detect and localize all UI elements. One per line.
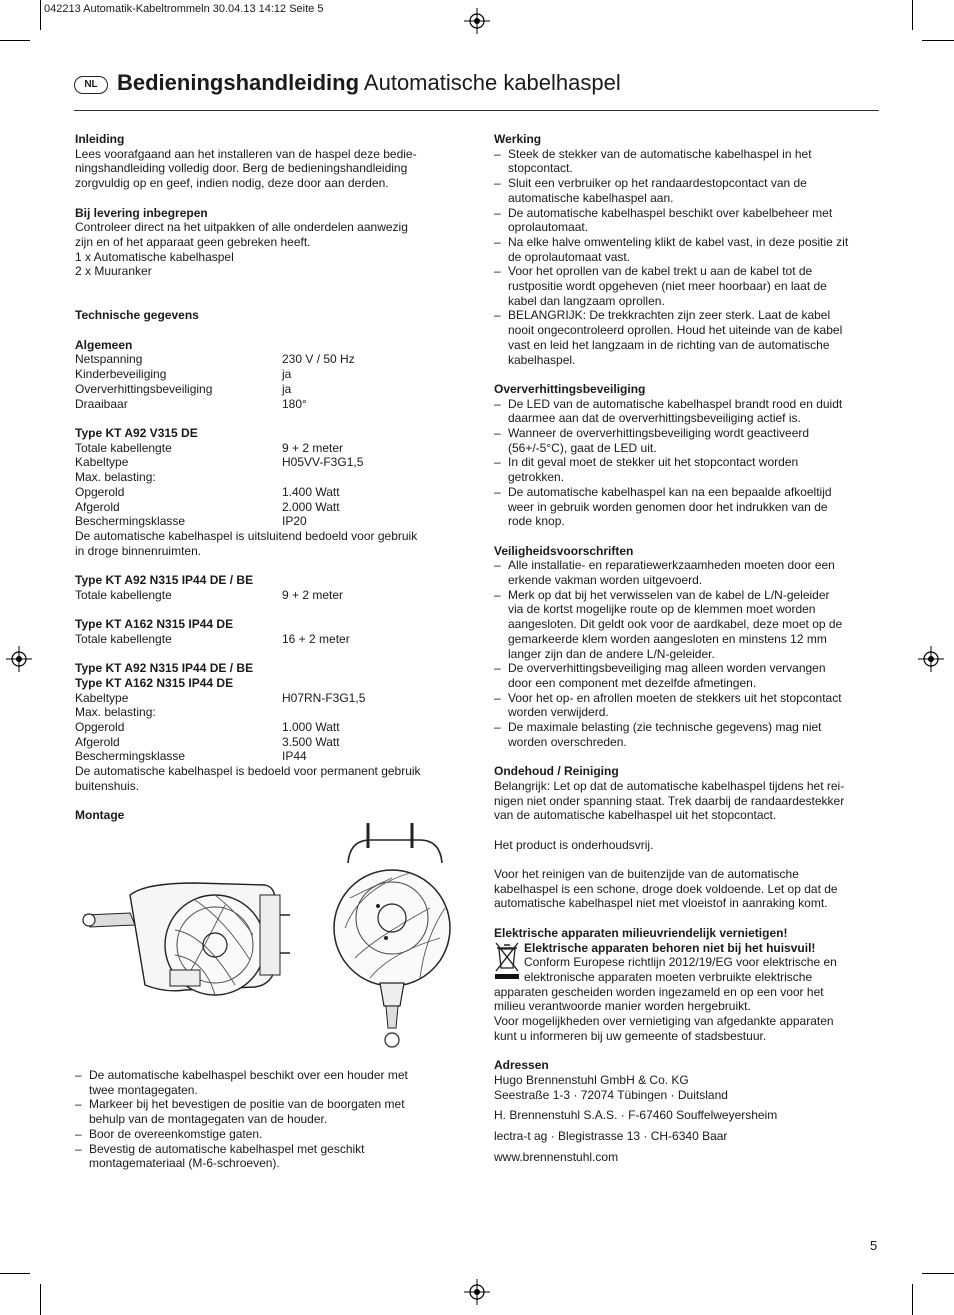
list-item: – De maximale belasting (zie technische gegevens) mag niet worden overschreden. (494, 720, 822, 749)
section-heading: Veiligheidsvoorschriften (494, 543, 634, 558)
text-line: H. Brennenstuhl S.A.S. · F-67460 Souffelweyersheim (494, 1108, 778, 1123)
crop-mark (0, 40, 30, 41)
list-item: – Bevestig de automatische kabelhaspel met geschikt montagemateriaal (M-6-schroeven). (75, 1141, 365, 1171)
list-item: – De LED van de automatische kabelhaspel brandt rood en duidt daarmee aan dat de oververhittingsbeveiliging actief is. (494, 396, 843, 426)
text-line: Lees voorafgaand aan het installeren van de haspel deze bedie- (75, 146, 417, 161)
list-item: – Merk op dat bij het verwisselen van de kabel de L/N-geleider via de kortst mogelijke route op de klemmen moet worden aangesloten. Dit geldt ook voor de aardkabel, deze moet op de gemarkeerde klem worden aangesloten en minstens 12 mm langer zijn dan de andere L/N-geleider. (494, 587, 843, 661)
text-line: lectra-t ag · Blegistrasse 13 · CH-6340 Baar (494, 1129, 728, 1143)
spec-row: Kabeltype H07RN-F3G1,5 (75, 690, 366, 705)
crop-mark (40, 1284, 41, 1315)
text-line: De automatische kabelhaspel is bedoeld voor permanent gebruik (75, 764, 421, 779)
text-line: elektronische apparaten moeten verbruikte elektrische (524, 969, 813, 984)
spec-row: Max. belasting: (75, 470, 156, 485)
spec-row: Max. belasting: (75, 705, 156, 720)
section-heading: Technische gegevens (75, 308, 199, 323)
list-item: – In dit geval moet de stekker uit het stopcontact worden getrokken. (494, 455, 799, 485)
subsection-heading: Type KT A92 V315 DE (75, 425, 198, 440)
language-badge: NL (74, 76, 108, 94)
section-heading: Inleiding (75, 132, 125, 146)
weee-block (494, 941, 882, 985)
list-item: – Markeer bij het bevestigen de positie van de boorgaten met behulp van de montagegaten van de houder. (75, 1097, 405, 1127)
text-line: automatische kabelhaspel niet met vloeistof in aanraking komt. (494, 896, 828, 911)
list-item: – De automatische kabelhaspel beschikt over kabelbeheer met oprolautomaat. (494, 205, 833, 235)
text-line: Hugo Brennenstuhl GmbH & Co. KG (494, 1072, 689, 1087)
spec-row: Netspanning 230 V / 50 Hz (75, 352, 355, 367)
text-line: Belangrijk: Let op dat de automatische kabelhaspel tijdens het rei- (494, 778, 845, 793)
website-link[interactable]: www.brennenstuhl.com (494, 1149, 619, 1164)
registration-mark-icon (6, 646, 32, 672)
crossed-bin-icon (494, 941, 520, 981)
cable-reel-front-illustration (330, 818, 460, 1058)
crop-mark (922, 40, 954, 41)
section-heading: Elektrische apparaten milieuvriendelijk vernietigen! (494, 925, 788, 940)
section-heading: Bij levering inbegrepen (75, 205, 208, 220)
left-column (75, 132, 460, 823)
spec-row: Beschermingsklasse IP44 (75, 749, 307, 764)
registration-mark-icon (464, 1279, 490, 1305)
spec-row: Kinderbeveiliging ja (75, 367, 292, 382)
registration-mark-icon (918, 646, 944, 672)
section-heading: Oververhittingsbeveiliging (494, 381, 646, 396)
crop-mark (0, 1273, 30, 1274)
crop-mark (912, 0, 913, 30)
crop-mark (912, 1284, 913, 1315)
text-line: ningshandleiding volledig door. Berg de bedieningshandleiding (75, 161, 408, 176)
text-line: apparaten gescheiden worden ingezameld en op een voor het (494, 984, 824, 999)
list-item: – De automatische kabelhaspel beschikt over een houder met twee montagegaten. (75, 1068, 408, 1097)
list-item: – Voor het oprollen van de kabel trekt u aan de kabel tot de rustpositie wordt opgeheven (niet meer hoorbaar) en laat de kabel dan langzaam oprollen. (494, 264, 827, 308)
title-bold: Bedieningshandleiding (117, 70, 360, 95)
list-item: – Alle installatie- en reparatiewerkzaamheden moeten door een erkende vakman worden uitgevoerd. (494, 558, 835, 588)
list-item: – Sluit een verbruiker op het randaardestopcontact van de automatische kabelhaspel aan. (494, 176, 807, 205)
section-heading: Montage (75, 808, 125, 823)
text-line: zorgvuldig op en geef, indien nodig, deze door aan derden. (75, 176, 389, 191)
text-line: van de automatische kabelhaspel uit het stopcontact. (494, 808, 777, 823)
subsection-heading: Type KT A92 N315 IP44 DE / BE (75, 573, 254, 587)
list-item: – Boor de overeenkomstige gaten. (75, 1126, 263, 1141)
text-line: De automatische kabelhaspel is uitsluitend bedoeld voor gebruik (75, 528, 418, 543)
subsection-heading: Type KT A162 N315 IP44 DE (75, 675, 234, 690)
text-line: Voor mogelijkheden over vernietiging van afgedankte apparaten (494, 1014, 834, 1029)
list-item: – De oververhittingsbeveiliging mag alleen worden vervangen door een component met dezelfde afmetingen. (494, 661, 826, 690)
spec-row: Opgerold 1.400 Watt (75, 484, 340, 499)
page-title (117, 70, 621, 96)
spec-row: Totale kabellengte 9 + 2 meter (75, 440, 344, 455)
subsection-heading: Type KT A92 N315 IP44 DE / BE (75, 661, 254, 676)
subsection-heading: Type KT A162 N315 IP44 DE (75, 617, 234, 632)
page-header (74, 70, 879, 111)
text-line: in droge binnenruimten. (75, 543, 202, 558)
text-line: buitenshuis. (75, 778, 140, 793)
section-heading: Adressen (494, 1058, 549, 1073)
spec-row: Afgerold 2.000 Watt (75, 499, 340, 514)
text-line: milieu verantwoorde manier worden hergebruikt. (494, 999, 751, 1014)
spec-row: Afgerold 3.500 Watt (75, 734, 340, 749)
text-line: Seestraße 1-3 · 72074 Tübingen · Duitsland (494, 1087, 728, 1102)
list-item: – Steek de stekker van de automatische kabelhaspel in het stopcontact. (494, 146, 812, 176)
montage-list (75, 1068, 455, 1171)
cable-reel-side-illustration (75, 875, 305, 1005)
list-item: – De automatische kabelhaspel kan na een bepaalde afkoeltijd weer in gebruik worden genomen door het indrukken van de rode knop. (494, 484, 832, 529)
text-line: Voor het reinigen van de buitenzijde van de automatische (494, 867, 799, 882)
spec-row: Kabeltype H05VV-F3G1,5 (75, 455, 364, 470)
crop-mark (922, 1273, 954, 1274)
spec-row: Totale kabellengte 16 + 2 meter (75, 631, 350, 646)
section-heading: Werking (494, 132, 542, 146)
text-line: Elektrische apparaten behoren niet bij het huisvuil! (524, 940, 816, 955)
registration-mark-icon (464, 8, 490, 34)
text-line: zijn en of het apparaat geen gebreken heeft. (75, 234, 311, 249)
section-heading: Ondehoud / Reiniging (494, 764, 619, 779)
list-item: – Voor het op- en afrollen moeten de stekkers uit het stopcontact worden verwijderd. (494, 690, 842, 720)
crop-mark (40, 0, 41, 30)
title-rest: Automatische kabelhaspel (363, 70, 621, 95)
page-number: 5 (870, 1238, 878, 1253)
list-item: – Wanneer de oververhittingsbeveiliging wordt geactiveerd (56+/-5°C), gaat de LED uit. (494, 426, 810, 455)
text-line: 2 x Muuranker (75, 264, 152, 279)
text-line: nigen niet onder spanning staat. Trek daarbij de randaardestekker (494, 793, 845, 808)
text-line: 1 x Automatische kabelhaspel (75, 249, 234, 264)
list-item: – BELANGRIJK: De trekkrachten zijn zeer sterk. Laat de kabel nooit ongecontroleerd oprollen. Houd het uiteinde van de kabel vast en leid het langzaam in de richting van de automatische kabelhaspel. (494, 308, 843, 367)
text-line: Controleer direct na het uitpakken of alle onderdelen aanwezig (75, 220, 408, 235)
text-line: kunt u informeren bij uw gemeente of stadsbestuur. (494, 1028, 767, 1043)
print-slug: 042213 Automatik-Kabeltrommeln 30.04.13 14:12 Seite 5 (44, 3, 324, 15)
right-column (494, 132, 882, 1164)
spec-row: Draaibaar 180° (75, 396, 307, 411)
spec-row: Beschermingsklasse IP20 (75, 514, 307, 529)
spec-row: Opgerold 1.000 Watt (75, 720, 340, 734)
text-line: Het product is onderhoudsvrij. (494, 837, 654, 852)
list-item: – Na elke halve omwenteling klikt de kabel vast, in deze positie zit de oprolautomaat vast. (494, 234, 849, 264)
text-line: kabelhaspel is een schone, droge doek voldoende. Let op dat de (494, 881, 838, 896)
subsection-heading: Algemeen (75, 337, 133, 352)
text-line: Conform Europese richtlijn 2012/19/EG voor elektrische en (524, 955, 837, 970)
spec-row: Oververhittingsbeveiliging ja (75, 381, 292, 396)
spec-row: Totale kabellengte 9 + 2 meter (75, 587, 344, 602)
